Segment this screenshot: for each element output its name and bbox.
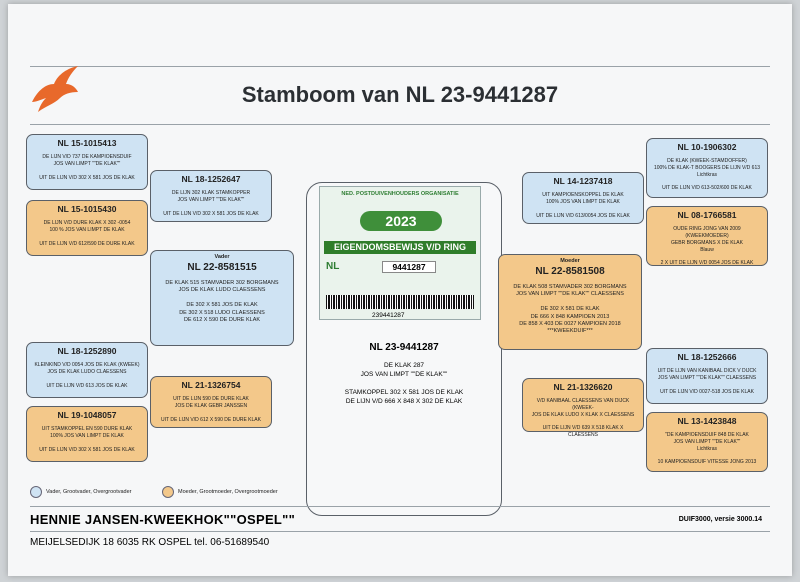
- ancestor-ring: NL 08-1766581: [677, 210, 737, 220]
- ancestor-line: UIT DE LIJN V/D 613 JOS DE KLAK: [46, 382, 128, 389]
- subject-ring: NL 23-9441287: [369, 342, 439, 353]
- ancestor-line: Blauw: [700, 246, 714, 253]
- ancestor-line: DE KLAK (KWEEK-STAMDOFFER): [667, 158, 747, 165]
- card-ownership: EIGENDOMSBEWIJS V/D RING: [324, 241, 476, 254]
- ancestor-ring: NL 21-1326620: [553, 382, 613, 392]
- ownership-card: [319, 186, 481, 320]
- ancestor-line: UIT DE LIJN V/D 612/590 DE DURE KLAK: [39, 240, 135, 247]
- pedigree-sheet: [8, 4, 792, 576]
- title-rule: [30, 124, 770, 125]
- breeder-name: HENNIE JANSEN-KWEEKHOK""OSPEL"": [30, 512, 296, 527]
- parent-line: JOS VAN LIMPT ""DE KLAK"" CLAESSENS: [516, 291, 624, 298]
- parent-line: [155, 295, 289, 302]
- ancestor-ring: NL 18-1252890: [57, 346, 117, 356]
- ancestor-line: JOS VAN LIMPT ""DE KLAK"": [673, 439, 741, 446]
- ancestor-ring: NL 10-1906302: [677, 142, 737, 152]
- parent-line: JOS DE KLAK LUDO CLAESSENS: [178, 287, 266, 294]
- ancestor-line: 10 KAMPIOENSDUIF VITESSE JONG 2013: [657, 459, 757, 466]
- page-title: Stamboom van NL 23-9441287: [241, 82, 559, 107]
- parent-vader: [150, 250, 294, 346]
- ancestor-line: [155, 410, 267, 417]
- ancestor-line: UIT DE LIJN V/D 0027-518 JOS DE KLAK: [660, 388, 754, 395]
- ancestor-ring: NL 13-1423848: [677, 416, 737, 426]
- ancestor-vvv: [26, 134, 148, 190]
- footer-rule-2: [30, 531, 770, 532]
- ancestor-line: JOS VAN LIMPT ""DE KLAK"": [177, 197, 245, 204]
- parent-line: [503, 299, 637, 306]
- ancestor-line: UIT DE LIJN V/D 302 X 581 JOS DE KLAK: [39, 446, 135, 453]
- ancestor-mvm: [646, 206, 768, 266]
- male-swatch: [30, 486, 42, 498]
- ancestor-mm: [522, 378, 644, 439]
- ancestor-line: [31, 234, 143, 241]
- ancestor-line: UIT KAMPIOENSKOPPEL DE KLAK: [542, 192, 624, 199]
- parent-line: DE 302 X 518 LUDO CLAESSENS: [179, 309, 265, 316]
- parent-ring: NL 22-8581508: [535, 266, 605, 278]
- ancestor-line: UIT DE LIJN V/D 613-502/600 DE KLAK: [662, 185, 752, 192]
- ancestor-vmv: [26, 342, 148, 398]
- legend-male: Vader, Grootvader, Overgrootvader: [46, 489, 132, 495]
- parent-moeder: [498, 254, 642, 350]
- ancestor-line: [31, 440, 143, 447]
- top-rule: [30, 66, 770, 67]
- ancestor-line: 2 X UIT DE LIJN V/D 0054 JOS DE KLAK: [660, 260, 754, 267]
- ancestor-line: V/D KANIBAAL CLAESSENS VAN DIJCK (KWEEK-: [536, 398, 630, 412]
- subject-line: DE LIJN V/D 666 X 848 X 302 DE KLAK: [345, 398, 463, 406]
- subject-pigeon: [306, 182, 502, 516]
- subject-line: [307, 379, 501, 388]
- card-org: NED. POSTDUIVENHOUDERS ORGANISATIE: [341, 191, 459, 197]
- ancestor-line: [651, 179, 763, 186]
- parent-line: DE 302 X 581 JOS DE KLAK: [186, 302, 258, 309]
- parent-line: ***KWEEKDUIF***: [547, 328, 593, 335]
- ancestor-line: DE LIJN V/D DURE KLAK X 302 -0054: [43, 220, 131, 227]
- ancestor-line: [31, 376, 143, 383]
- ancestor-line: Lichtkras: [696, 445, 717, 452]
- subject-line: JOS VAN LIMPT ""DE KLAK"": [360, 371, 448, 379]
- ancestor-ring: NL 15-1015413: [57, 138, 117, 148]
- parent-line: DE 612 X 590 DE DURE KLAK: [183, 317, 261, 324]
- subject-details: [307, 341, 501, 406]
- legend-female: Moeder, Grootmoeder, Overgrootmoeder: [178, 489, 278, 495]
- parent-line: DE 858 X 403 DE 0027 KAMPIOEN 2018: [519, 321, 621, 328]
- barcode-number: 239441287: [372, 312, 405, 319]
- card-nl: NL: [326, 261, 340, 272]
- parent-line: DE 302 X 581 DE KLAK: [540, 306, 600, 313]
- ancestor-vvm: [26, 200, 148, 256]
- ancestor-ring: NL 18-1252647: [181, 174, 241, 184]
- parent-line: DE 666 X 848 KAMPIOEN 2013: [530, 313, 610, 320]
- ancestor-line: "DE KAMPIOENSDUIF 848 DE KLAK: [665, 432, 749, 439]
- ancestor-line: 100% JOS VAN LIMPT DE KLAK: [50, 433, 124, 440]
- ancestor-line: JOS DE KLAK GEBR JANSSEN: [174, 403, 248, 410]
- ancestor-vm: [150, 376, 272, 428]
- software-version: DUIF3000, versie 3000.14: [678, 516, 762, 523]
- ancestor-line: JOS DE KLAK LUDO CLAESSENS: [47, 369, 127, 376]
- ancestor-mmv: [646, 348, 768, 404]
- subject-line: STAMKOPPEL 302 X 581 JOS DE KLAK: [344, 389, 464, 397]
- ancestor-line: GEBR BORGMANS X DE KLAK: [671, 239, 743, 246]
- ancestor-line: [155, 204, 267, 211]
- ancestor-line: UIT DE LIJN V/D 302 X 581 JOS DE KLAK: [39, 174, 135, 181]
- ancestor-line: [527, 206, 639, 213]
- subject-line: DE KLAK 287: [383, 362, 425, 369]
- female-swatch: [162, 486, 174, 498]
- ancestor-vmm: [26, 406, 148, 462]
- ancestor-line: JOS VAN LIMPT ""DE KLAK"" CLAESSENS: [657, 375, 757, 382]
- ancestor-line: UIT DE LIJN V/D 302 X 581 JOS DE KLAK: [163, 210, 259, 217]
- ancestor-ring: NL 14-1237418: [553, 176, 613, 186]
- ancestor-line: Lichtkras: [696, 171, 717, 178]
- ancestor-line: 100 % JOS VAN LIMPT DE KLAK: [49, 227, 125, 234]
- ancestor-mmm: [646, 412, 768, 472]
- parent-ring: NL 22-8581515: [187, 262, 257, 274]
- ancestor-vv: [150, 170, 272, 222]
- ancestor-line: 100% DE KLAK-T BOOGERS DE LIJN V/D 613: [653, 165, 761, 172]
- ancestor-line: [651, 253, 763, 260]
- ancestor-mv: [522, 172, 644, 224]
- ancestor-line: [31, 168, 143, 175]
- ancestor-line: OUDE RING JONG VAN 2009 (KWEEKMOEDER): [673, 226, 741, 240]
- parent-label: Moeder: [560, 258, 580, 264]
- footer-rule: [30, 506, 770, 507]
- ancestor-line: DE LIJN V/D 737 DE KAMPIOENSDUIF: [42, 154, 132, 161]
- card-ring-number: 9441287: [382, 261, 436, 273]
- ancestor-line: JOS VAN LIMPT ""DE KLAK"": [53, 161, 121, 168]
- ancestor-ring: NL 18-1252666: [677, 352, 737, 362]
- ancestor-line: UIT STAMKOPPEL EN 590 DURE KLAK: [41, 426, 133, 433]
- ancestor-line: KLEINKIND V/D 0054 JOS DE KLAK (KWEEK): [34, 362, 140, 369]
- card-year: 2023: [360, 211, 442, 231]
- ancestor-line: [651, 453, 763, 460]
- parent-line: DE KLAK 515 STAMVADER 302 BORGMANS: [165, 279, 279, 286]
- parent-line: DE KLAK 508 STAMVADER 302 BORGMANS: [513, 283, 627, 290]
- breeder-address: MEIJELSEDIJK 18 6035 RK OSPEL tel. 06-51689540: [30, 537, 270, 548]
- ancestor-line: UIT DE LIJN 590 DE DURE KLAK: [173, 396, 249, 403]
- parent-label: Vader: [214, 254, 230, 260]
- ancestor-line: [527, 419, 639, 426]
- ancestor-ring: NL 21-1326754: [181, 380, 241, 390]
- ancestor-line: [651, 382, 763, 389]
- ancestor-line: JOS DE KLAK LUDO X KLAK X CLAESSENS: [531, 411, 635, 418]
- ancestor-ring: NL 15-1015430: [57, 204, 117, 214]
- ancestor-line: UIT DE LIJN V/D 613/0054 JOS DE KLAK: [536, 212, 630, 219]
- ancestor-ring: NL 19-1048057: [57, 410, 117, 420]
- ancestor-mvv: [646, 138, 768, 198]
- ancestor-line: UIT DE LIJN VAN KANIBAAL DICK V DIJCK: [657, 368, 757, 375]
- barcode: [326, 295, 474, 309]
- ancestor-line: 100% JOS VAN LIMPT DE KLAK: [546, 199, 620, 206]
- ancestor-line: DE LIJN 302 KLAK STAMKOPPER: [171, 190, 251, 197]
- ancestor-line: UIT DE LIJN V/D 639 X 518 KLAK X CLAESSENS: [542, 425, 624, 439]
- ancestor-line: UIT DE LIJN V/D 612 X 590 DE DURE KLAK: [161, 416, 261, 423]
